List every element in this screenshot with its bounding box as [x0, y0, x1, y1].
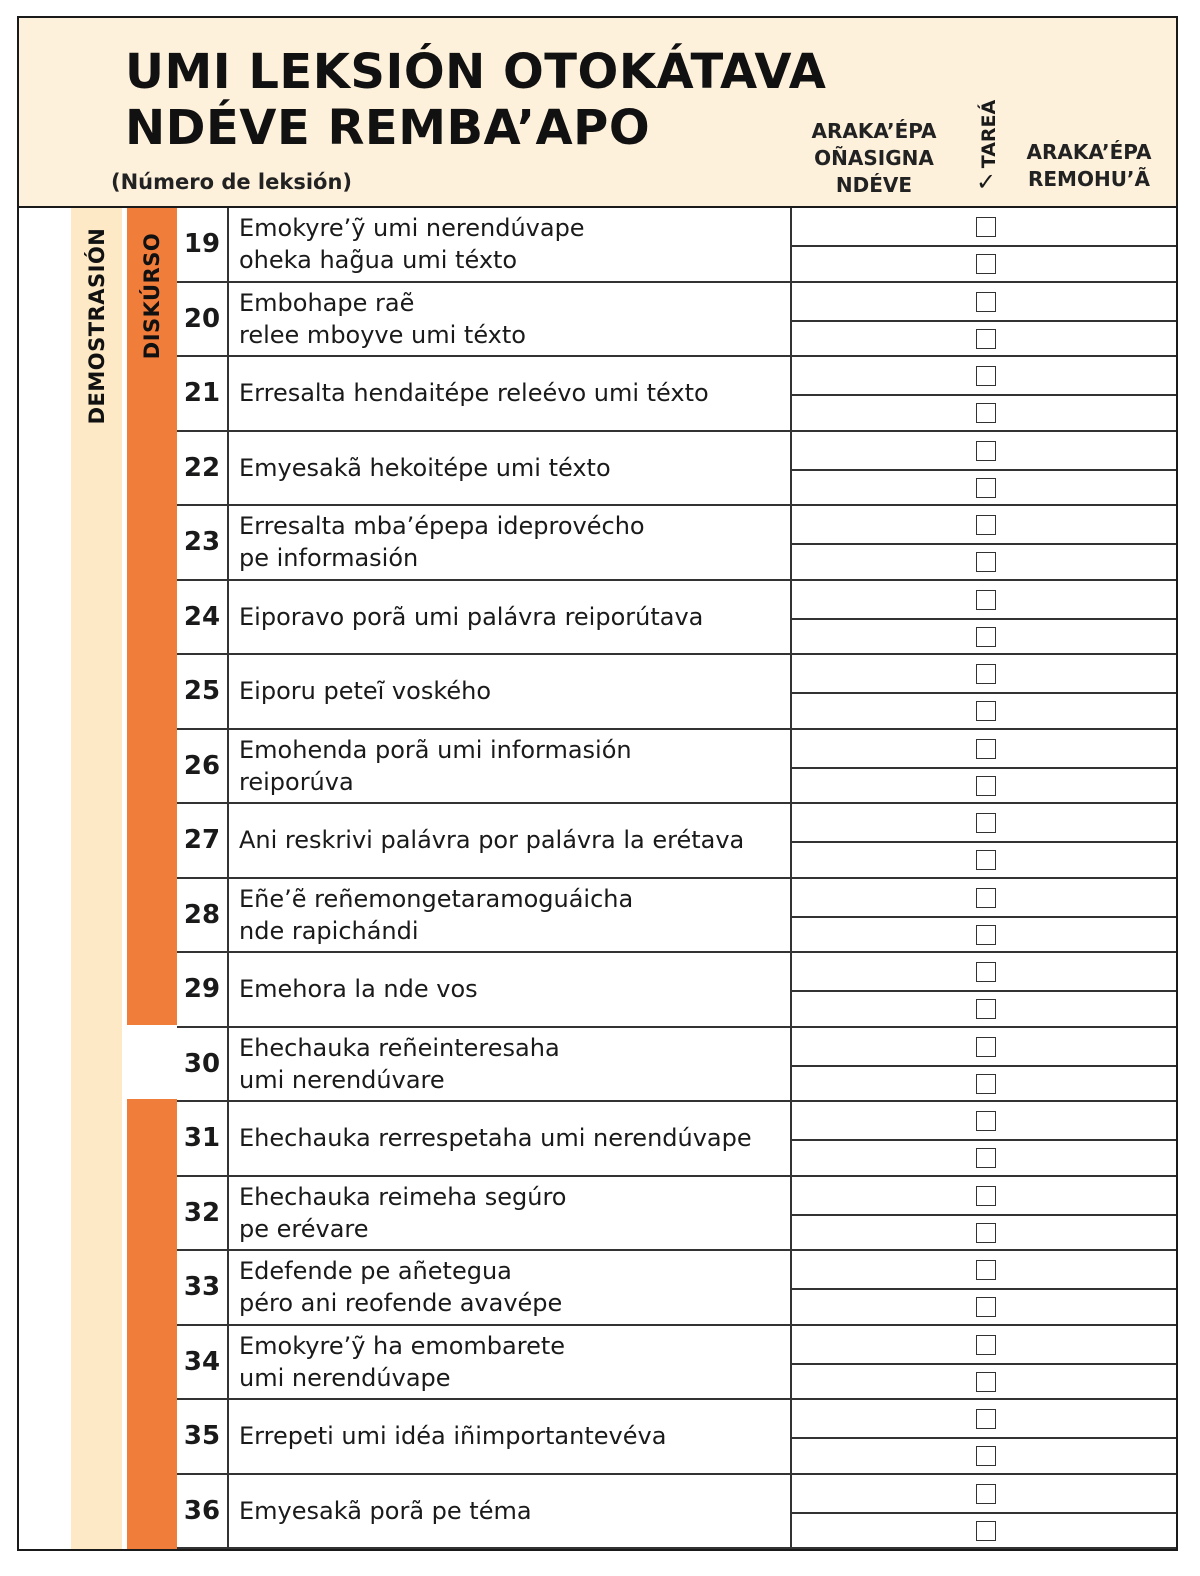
record-cells [790, 208, 1178, 281]
record-cells [790, 1326, 1178, 1399]
lesson-number: 27 [177, 804, 229, 877]
lesson-row [177, 804, 1178, 879]
lesson-description [239, 730, 784, 803]
task-checkbox[interactable] [976, 1037, 996, 1057]
task-checkbox[interactable] [976, 1372, 996, 1392]
section-label-demostrasion: DEMOSTRASIÓN [84, 227, 109, 425]
record-cells [790, 655, 1178, 728]
task-checkbox[interactable] [976, 888, 996, 908]
lesson-row [177, 1177, 1178, 1252]
lesson-description [239, 1028, 784, 1101]
lesson-description-line: oheka hag̃ua umi téxto [239, 246, 518, 275]
task-checkbox[interactable] [976, 478, 996, 498]
lesson-description-line: Edefende pe añetegua [239, 1257, 512, 1286]
record-cells [790, 283, 1178, 356]
task-checkbox[interactable] [976, 627, 996, 647]
record-cells [790, 432, 1178, 505]
lesson-description-line: Ani reskrivi palávra por palávra la erétava [239, 826, 745, 855]
lesson-row [177, 357, 1178, 432]
lesson-description [239, 1102, 784, 1175]
lesson-number: 20 [177, 283, 229, 356]
lesson-number: 32 [177, 1177, 229, 1250]
lesson-description-line: nde rapichándi [239, 916, 419, 945]
row-divider [792, 916, 1178, 918]
record-cells [790, 1251, 1178, 1324]
task-checkbox[interactable] [976, 925, 996, 945]
lesson-number: 34 [177, 1326, 229, 1399]
record-cells [790, 953, 1178, 1026]
lesson-row [177, 1102, 1178, 1177]
lesson-description [239, 1251, 784, 1324]
column-header-given-line: REMOHU’Ã [1027, 167, 1151, 191]
lesson-description [239, 432, 784, 505]
lesson-row [177, 655, 1178, 730]
lesson-number: 36 [177, 1475, 229, 1548]
task-checkbox[interactable] [976, 403, 996, 423]
record-cells [790, 1475, 1178, 1548]
lesson-description-line: relee mboyve umi téxto [239, 320, 526, 349]
lesson-row [177, 283, 1178, 358]
lesson-description [239, 357, 784, 430]
column-header-assigned-line: NDÉVE [835, 173, 913, 197]
task-checkbox[interactable] [976, 292, 996, 312]
lesson-description [239, 581, 784, 654]
row-divider [792, 1437, 1178, 1439]
lesson-description [239, 655, 784, 728]
lesson-description-line: Ehechauka reñeinteresaha [239, 1033, 560, 1062]
record-cells [790, 1102, 1178, 1175]
lesson-description [239, 283, 784, 356]
task-checkbox[interactable] [976, 962, 996, 982]
lesson-row [177, 1400, 1178, 1475]
checkmark-icon: ✓ [976, 168, 997, 196]
task-checkbox[interactable] [976, 1074, 996, 1094]
lesson-description-line: Ehechauka rerrespetaha umi nerendúvape [239, 1124, 752, 1153]
lesson-number: 19 [177, 208, 229, 281]
lesson-description-line: Errepeti umi idéa iñimportantevéva [239, 1422, 667, 1451]
lesson-number: 24 [177, 581, 229, 654]
column-header-task [969, 90, 1009, 210]
record-cells [790, 1400, 1178, 1473]
title-line-2: NDÉVE REMBA’APO [125, 100, 651, 156]
lesson-row [177, 432, 1178, 507]
lesson-number: 26 [177, 730, 229, 803]
row-divider [792, 1288, 1178, 1290]
task-checkbox[interactable] [976, 329, 996, 349]
record-cells [790, 357, 1178, 430]
task-checkbox[interactable] [976, 999, 996, 1019]
section-band-diskurso-continued [127, 1099, 177, 1551]
lesson-description-line: Emehora la nde vos [239, 975, 478, 1004]
lesson-row [177, 1326, 1178, 1401]
task-checkbox[interactable] [976, 701, 996, 721]
row-divider [792, 618, 1178, 620]
record-cells [790, 1028, 1178, 1101]
column-header-assigned-line: OÑASIGNA [814, 146, 934, 170]
section-band-demostrasion [71, 208, 122, 1551]
task-checkbox[interactable] [976, 1111, 996, 1131]
lesson-description-line: Emokyre’ỹ umi nerendúvape [239, 214, 585, 243]
row-divider [792, 394, 1178, 396]
lesson-description-line: Eiporu peteĩ voského [239, 677, 492, 706]
record-cells [790, 1177, 1178, 1250]
lesson-description-line: pe erévare [239, 1214, 369, 1243]
column-header-given [1014, 139, 1164, 193]
lesson-description-line: umi nerendúvape [239, 1363, 451, 1392]
task-checkbox[interactable] [976, 590, 996, 610]
task-checkbox[interactable] [976, 515, 996, 535]
lesson-row [177, 1251, 1178, 1326]
lesson-description-line: Emyesakã porã pe téma [239, 1496, 532, 1525]
task-checkbox[interactable] [976, 776, 996, 796]
lesson-description-line: Erresalta hendaitépe releévo umi téxto [239, 379, 709, 408]
lesson-number: 31 [177, 1102, 229, 1175]
lesson-description-line: Emohenda porã umi informasión [239, 735, 632, 764]
lesson-number: 30 [177, 1028, 229, 1101]
task-checkbox[interactable] [976, 1186, 996, 1206]
task-checkbox[interactable] [976, 1446, 996, 1466]
lesson-description [239, 208, 784, 281]
lesson-description-line: reiporúva [239, 767, 354, 796]
lesson-description-line: Ehechauka reimeha segúro [239, 1182, 567, 1211]
lesson-number-caption: (Número de leksión) [111, 170, 353, 194]
row-divider [792, 469, 1178, 471]
task-checkbox[interactable] [976, 552, 996, 572]
task-label: TAREÁ [978, 99, 1000, 169]
lesson-description [239, 953, 784, 1026]
column-header-assigned [799, 118, 949, 199]
lesson-description-line: Emyesakã hekoitépe umi téxto [239, 453, 611, 482]
lesson-description [239, 1400, 784, 1473]
sheet-header [19, 18, 1176, 208]
lesson-number: 28 [177, 879, 229, 952]
lesson-row [177, 1028, 1178, 1103]
lesson-description-line: umi nerendúvare [239, 1065, 445, 1094]
row-divider [792, 841, 1178, 843]
lesson-row [177, 506, 1178, 581]
lesson-description [239, 1475, 784, 1548]
task-checkbox[interactable] [976, 739, 996, 759]
task-checkbox[interactable] [976, 366, 996, 386]
lesson-description-line: péro ani reofende avavépe [239, 1289, 563, 1318]
column-header-assigned-line: ARAKA’ÉPA [811, 119, 937, 143]
lesson-number: 33 [177, 1251, 229, 1324]
lesson-description [239, 506, 784, 579]
lesson-description [239, 1326, 784, 1399]
task-checkbox[interactable] [976, 1223, 996, 1243]
row-divider [792, 692, 1178, 694]
lesson-number: 29 [177, 953, 229, 1026]
row-divider [792, 1214, 1178, 1216]
lesson-description-line: Embohape raẽ [239, 288, 415, 317]
lesson-row [177, 953, 1178, 1028]
row-divider [792, 990, 1178, 992]
row-divider [792, 1065, 1178, 1067]
row-divider [792, 1512, 1178, 1514]
task-checkbox[interactable] [976, 813, 996, 833]
lesson-description-line: Erresalta mba’épepa ideprovécho [239, 512, 645, 541]
lesson-description-line: Emokyre’ỹ ha emombarete [239, 1331, 566, 1360]
task-checkbox[interactable] [976, 664, 996, 684]
lesson-row [177, 581, 1178, 656]
lesson-description-line: Eiporavo porã umi palávra reiporútava [239, 602, 704, 631]
row-divider [792, 320, 1178, 322]
lesson-row [177, 208, 1178, 283]
task-checkbox[interactable] [976, 441, 996, 461]
lesson-description [239, 879, 784, 952]
task-checkbox[interactable] [976, 1521, 996, 1541]
record-cells [790, 581, 1178, 654]
task-checkbox[interactable] [976, 850, 996, 870]
lesson-number: 25 [177, 655, 229, 728]
task-checkbox[interactable] [976, 1335, 996, 1355]
task-checkbox[interactable] [976, 1260, 996, 1280]
lesson-description-line: Eñe’ẽ reñemongetaramoguáicha [239, 884, 634, 913]
column-header-given-line: ARAKA’ÉPA [1026, 140, 1152, 164]
record-cells [790, 506, 1178, 579]
task-checkbox[interactable] [976, 1148, 996, 1168]
lesson-row [177, 879, 1178, 954]
record-cells [790, 730, 1178, 803]
task-checkbox[interactable] [976, 1409, 996, 1429]
row-divider [792, 1363, 1178, 1365]
task-checkbox[interactable] [976, 1484, 996, 1504]
lesson-number: 21 [177, 357, 229, 430]
lesson-number: 22 [177, 432, 229, 505]
lesson-description [239, 1177, 784, 1250]
row-divider [792, 245, 1178, 247]
lesson-number: 35 [177, 1400, 229, 1473]
lesson-description-line: pe informasión [239, 544, 419, 573]
lesson-row [177, 1475, 1178, 1550]
task-checkbox[interactable] [976, 1297, 996, 1317]
row-divider [792, 1139, 1178, 1141]
task-checkbox[interactable] [976, 254, 996, 274]
section-band-diskurso [127, 208, 177, 1025]
record-cells [790, 804, 1178, 877]
lesson-description [239, 804, 784, 877]
row-divider [792, 543, 1178, 545]
lesson-row [177, 730, 1178, 805]
row-divider [792, 767, 1178, 769]
lesson-sheet [17, 16, 1178, 1551]
lesson-number: 23 [177, 506, 229, 579]
title-line-1: UMI LEKSIÓN OTOKÁTAVA [125, 44, 827, 100]
task-checkbox[interactable] [976, 217, 996, 237]
section-label-diskurso: DISKÚRSO [140, 232, 164, 360]
record-cells [790, 879, 1178, 952]
